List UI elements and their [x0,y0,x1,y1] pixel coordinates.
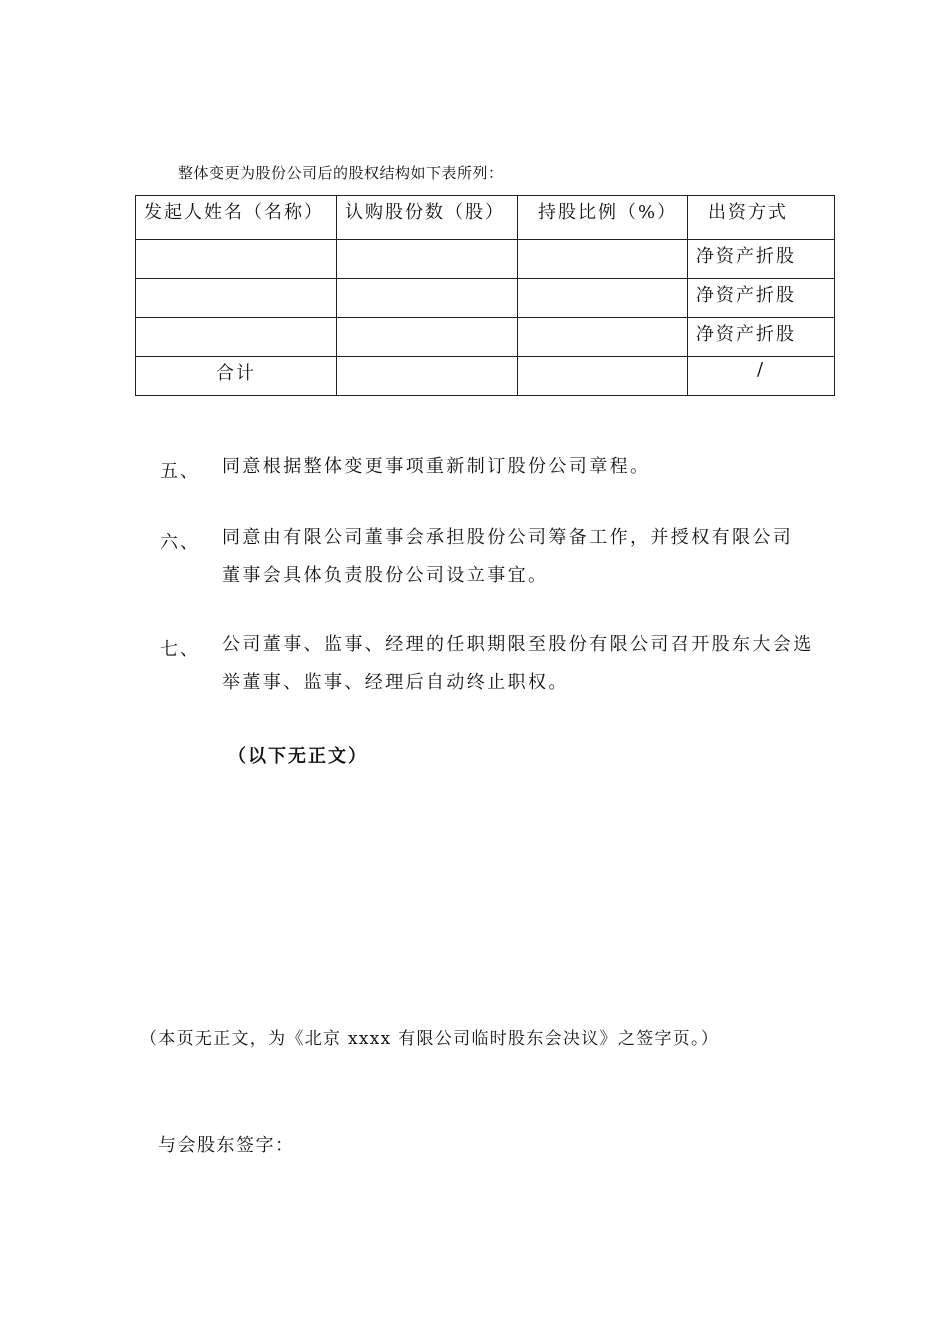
column-header-holding-ratio: 持股比例（%） [518,196,688,240]
item-number: 六、 [160,532,200,553]
table-cell-contribution-method: 净资产折股 [688,279,835,318]
table-cell-contribution-method: 净资产折股 [688,240,835,279]
table-cell [136,240,337,279]
table-cell [518,240,688,279]
total-label-cell: 合计 [136,357,337,396]
column-header-subscribed-shares: 认购股份数（股） [337,196,518,240]
end-of-text-note: （以下无正文） [228,746,368,767]
table-cell [337,240,518,279]
item-text-line: 公司董事、监事、经理的任职期限至股份有限公司召开股东大会选 [222,634,814,655]
table-cell [518,318,688,357]
column-header-founder-name: 发起人姓名（名称） [136,196,337,240]
item-number: 五、 [160,461,200,482]
shareholder-signature-label: 与会股东签字： [158,1135,295,1156]
signature-page-note: （本页无正文，为《北京 xxxx 有限公司临时股东会决议》之签字页。） [140,1029,720,1049]
table-cell [136,279,337,318]
item-text-line: 同意由有限公司董事会承担股份公司筹备工作，并授权有限公司 [222,527,794,548]
item-number: 七、 [160,639,200,660]
table-cell [337,279,518,318]
item-text-line: 董事会具体负责股份公司设立事宜。 [222,565,549,586]
table-cell [136,318,337,357]
total-method-cell: / [688,357,835,396]
table-total-row [136,357,835,396]
table-cell [518,279,688,318]
equity-structure-table [135,195,835,396]
table-cell-contribution-method: 净资产折股 [688,318,835,357]
item-text-line: 同意根据整体变更事项重新制订股份公司章程。 [222,456,651,477]
table-row [136,279,835,318]
item-text-line: 举董事、监事、经理后自动终止职权。 [222,672,569,693]
table-cell [337,318,518,357]
column-header-contribution-method: 出资方式 [688,196,835,240]
table-cell [518,357,688,396]
table-cell [337,357,518,396]
table-row [136,240,835,279]
table-intro-text: 整体变更为股份公司后的股权结构如下表所列： [178,164,504,182]
table-header-row [136,196,835,240]
table-row [136,318,835,357]
